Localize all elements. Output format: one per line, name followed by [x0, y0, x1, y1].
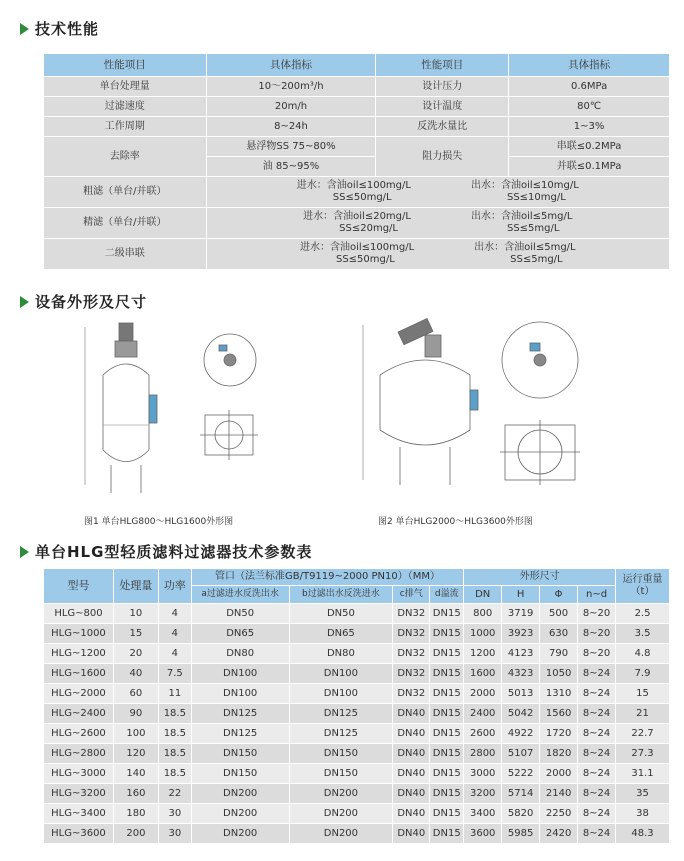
cell: 790	[540, 644, 578, 664]
cell: 3.5	[616, 624, 670, 644]
cell: DN100	[191, 684, 289, 704]
cell: DN200	[289, 804, 393, 824]
cell: 20	[113, 644, 158, 664]
cell: DN15	[430, 704, 464, 724]
cell: 3719	[502, 604, 540, 624]
table-row	[44, 784, 670, 804]
perf-header: 具体指标	[509, 54, 670, 77]
cell: 5222	[502, 764, 540, 784]
cell: HLG~3000	[44, 764, 114, 784]
cell: 2000	[464, 684, 502, 704]
cell: 4123	[502, 644, 540, 664]
cell: DN15	[430, 664, 464, 684]
cell: 8~24	[578, 744, 616, 764]
cell: DN100	[289, 684, 393, 704]
cell: DN15	[430, 624, 464, 644]
cell: 11	[158, 684, 191, 704]
cell: DN40	[393, 824, 430, 844]
cell: DN15	[430, 824, 464, 844]
section-title-dimensions	[20, 291, 147, 312]
cell: 8~24	[578, 784, 616, 804]
perf-header: 具体指标	[206, 54, 376, 77]
perf-header: 性能项目	[44, 54, 207, 77]
spec-subheader: H	[502, 586, 540, 604]
table-row	[44, 208, 670, 239]
cell: 1200	[464, 644, 502, 664]
outflow-text: 出水：含油oil≤10mg/L	[470, 180, 579, 191]
cell: HLG~3600	[44, 824, 114, 844]
inflow-text: SS≤50mg/L	[335, 254, 395, 265]
cell: DN40	[393, 784, 430, 804]
table-row	[44, 724, 670, 744]
table-row	[44, 137, 670, 157]
cell	[206, 239, 669, 270]
cell: DN200	[191, 824, 289, 844]
cell: 3400	[464, 804, 502, 824]
cell: 8~20	[578, 624, 616, 644]
section-title-spec	[20, 541, 312, 562]
cell: 3200	[464, 784, 502, 804]
table-row	[44, 684, 670, 704]
cell: HLG~2000	[44, 684, 114, 704]
inflow-text: SS≤50mg/L	[332, 192, 392, 203]
spec-header-dims: 外形尺寸	[464, 569, 616, 586]
cell: DN125	[191, 724, 289, 744]
spec-subheader: b过滤出水反洗进水	[289, 586, 393, 604]
inflow-text: 进水：含油oil≤100mg/L	[299, 242, 415, 253]
triangle-bullet-icon	[20, 23, 29, 35]
cell: 4	[158, 644, 191, 664]
cell: 3000	[464, 764, 502, 784]
cell: 2420	[540, 824, 578, 844]
cell: 140	[113, 764, 158, 784]
cell: 8~20	[578, 604, 616, 624]
cell: 3600	[464, 824, 502, 844]
cell: DN40	[393, 764, 430, 784]
spec-subheader: d溢流	[430, 586, 464, 604]
outflow-text: SS≤5mg/L	[510, 254, 563, 265]
cell: 1000	[464, 624, 502, 644]
section-title-text: 技术性能	[35, 20, 100, 38]
cell: 粗滤（单台/并联）	[44, 177, 207, 208]
cell: DN50	[289, 604, 393, 624]
cell: 4	[158, 604, 191, 624]
cell: DN40	[393, 744, 430, 764]
cell: DN65	[289, 624, 393, 644]
cell: 180	[113, 804, 158, 824]
cell: DN150	[191, 764, 289, 784]
cell: 2140	[540, 784, 578, 804]
cell: 油 85~95%	[206, 157, 376, 177]
cell: 800	[464, 604, 502, 624]
cell: HLG~1000	[44, 624, 114, 644]
cell: 100	[113, 724, 158, 744]
cell: 30	[158, 804, 191, 824]
cell: DN150	[289, 744, 393, 764]
table-row	[44, 744, 670, 764]
cell: 过滤速度	[44, 97, 207, 117]
cell: 8~24	[578, 724, 616, 744]
cell: 35	[616, 784, 670, 804]
cell: DN32	[393, 664, 430, 684]
cell: 160	[113, 784, 158, 804]
cell: 200	[113, 824, 158, 844]
table-row	[44, 604, 670, 624]
cell: 8~24h	[206, 117, 376, 137]
outflow-text: SS≤10mg/L	[506, 192, 566, 203]
outflow-text: SS≤5mg/L	[506, 223, 560, 234]
cell: 500	[540, 604, 578, 624]
table-row	[44, 624, 670, 644]
cell: HLG~3200	[44, 784, 114, 804]
spec-subheader: n~d	[578, 586, 616, 604]
cell: HLG~2400	[44, 704, 114, 724]
cell: 5985	[502, 824, 540, 844]
table-row	[44, 239, 670, 270]
table-row	[44, 664, 670, 684]
cell: 4.8	[616, 644, 670, 664]
cell: 90	[113, 704, 158, 724]
cell: 18.5	[158, 744, 191, 764]
cell: DN15	[430, 744, 464, 764]
cell: DN200	[191, 784, 289, 804]
figure2-tank-drawing	[355, 315, 605, 505]
section-title-text: 单台HLG型轻质滤料过滤器技术参数表	[35, 543, 313, 561]
cell: 4	[158, 624, 191, 644]
inflow-text: 进水：含油oil≤20mg/L	[303, 211, 411, 222]
cell: 设计温度	[376, 97, 509, 117]
cell: DN15	[430, 764, 464, 784]
cell: 18.5	[158, 704, 191, 724]
cell: DN200	[191, 804, 289, 824]
cell: DN150	[289, 764, 393, 784]
cell: 8~24	[578, 664, 616, 684]
cell: 1820	[540, 744, 578, 764]
cell: 1050	[540, 664, 578, 684]
outflow-text: 出水：含油oil≤5mg/L	[474, 242, 576, 253]
cell: 1~3%	[509, 117, 670, 137]
cell: 5013	[502, 684, 540, 704]
table-row	[44, 77, 670, 97]
cell: 精滤（单台/并联）	[44, 208, 207, 239]
table-row	[44, 764, 670, 784]
cell: 7.9	[616, 664, 670, 684]
cell: 3923	[502, 624, 540, 644]
cell: 2400	[464, 704, 502, 724]
figure2-caption: 图2 单台HLG2000～HLG3600外形图	[378, 517, 533, 527]
cell: 120	[113, 744, 158, 764]
cell: DN125	[191, 704, 289, 724]
cell: 1310	[540, 684, 578, 704]
cell: 2250	[540, 804, 578, 824]
table-row	[44, 177, 670, 208]
cell: DN40	[393, 724, 430, 744]
spec-header-weight: 运行重量（t）	[616, 569, 670, 604]
cell: DN15	[430, 724, 464, 744]
cell: 2.5	[616, 604, 670, 624]
cell: 4323	[502, 664, 540, 684]
table-row	[44, 804, 670, 824]
cell: DN32	[393, 604, 430, 624]
outflow-text: 出水：含油oil≤5mg/L	[470, 211, 573, 222]
cell: 20m/h	[206, 97, 376, 117]
cell: 48.3	[616, 824, 670, 844]
cell: 10	[113, 604, 158, 624]
cell: DN65	[191, 624, 289, 644]
cell: 27.3	[616, 744, 670, 764]
cell: 5107	[502, 744, 540, 764]
cell: 8~24	[578, 684, 616, 704]
cell: 7.5	[158, 664, 191, 684]
cell: DN200	[289, 824, 393, 844]
cell: 悬浮物SS 75~80%	[206, 137, 376, 157]
triangle-bullet-icon	[20, 546, 29, 558]
cell: 10～200m³/h	[206, 77, 376, 97]
cell: 80℃	[509, 97, 670, 117]
cell: 串联≤0.2MPa	[509, 137, 670, 157]
cell: 1560	[540, 704, 578, 724]
spec-subheader: a过滤进水反洗出水	[191, 586, 289, 604]
cell: HLG~3400	[44, 804, 114, 824]
cell: 2800	[464, 744, 502, 764]
cell: HLG~2600	[44, 724, 114, 744]
cell: 30	[158, 824, 191, 844]
cell: 设计压力	[376, 77, 509, 97]
cell: 单台处理量	[44, 77, 207, 97]
spec-subheader: DN	[464, 586, 502, 604]
cell: 并联≤0.1MPa	[509, 157, 670, 177]
spec-subheader: c排气	[393, 586, 430, 604]
cell: 5714	[502, 784, 540, 804]
cell: HLG~1200	[44, 644, 114, 664]
cell: DN15	[430, 684, 464, 704]
section-title-performance	[20, 18, 99, 39]
cell: HLG~800	[44, 604, 114, 624]
cell: 去除率	[44, 137, 207, 177]
cell: 31.1	[616, 764, 670, 784]
cell: 18.5	[158, 764, 191, 784]
cell: DN40	[393, 704, 430, 724]
cell: 二级串联	[44, 239, 207, 270]
table-row	[44, 644, 670, 664]
cell: DN15	[430, 784, 464, 804]
cell: 22.7	[616, 724, 670, 744]
cell: DN80	[191, 644, 289, 664]
spec-subheader: Φ	[540, 586, 578, 604]
cell	[206, 208, 669, 239]
table-row	[44, 97, 670, 117]
cell: DN32	[393, 684, 430, 704]
cell: 15	[113, 624, 158, 644]
cell: 1600	[464, 664, 502, 684]
table-row	[44, 704, 670, 724]
figure1-tank-drawing	[75, 315, 280, 505]
cell: DN100	[191, 664, 289, 684]
cell: 0.6MPa	[509, 77, 670, 97]
cell	[206, 177, 669, 208]
cell: DN150	[191, 744, 289, 764]
cell: 8~24	[578, 824, 616, 844]
cell: DN15	[430, 644, 464, 664]
section-title-text: 设备外形及尺寸	[35, 293, 148, 311]
cell: DN125	[289, 724, 393, 744]
spec-header-flow: 处理量	[113, 569, 158, 604]
cell: DN100	[289, 664, 393, 684]
cell: 630	[540, 624, 578, 644]
inflow-text: 进水：含油oil≤100mg/L	[296, 180, 411, 191]
cell: DN32	[393, 624, 430, 644]
cell: 8~24	[578, 804, 616, 824]
cell: DN40	[393, 804, 430, 824]
cell: 1720	[540, 724, 578, 744]
cell: 5042	[502, 704, 540, 724]
cell: DN15	[430, 604, 464, 624]
cell: DN32	[393, 644, 430, 664]
perf-header: 性能项目	[376, 54, 509, 77]
cell: DN50	[191, 604, 289, 624]
cell: 38	[616, 804, 670, 824]
cell: DN125	[289, 704, 393, 724]
inflow-text: SS≤20mg/L	[339, 223, 398, 234]
figure1-caption: 图1 单台HLG800～HLG1600外形图	[84, 517, 234, 527]
cell: 阻力损失	[376, 137, 509, 177]
cell: 18.5	[158, 724, 191, 744]
cell: 15	[616, 684, 670, 704]
cell: DN80	[289, 644, 393, 664]
spec-header-power: 功率	[158, 569, 191, 604]
cell: DN15	[430, 804, 464, 824]
table-row	[44, 824, 670, 844]
triangle-bullet-icon	[20, 296, 29, 308]
cell: 工作周期	[44, 117, 207, 137]
table-row	[44, 117, 670, 137]
cell: 60	[113, 684, 158, 704]
cell: DN200	[289, 784, 393, 804]
performance-table	[43, 53, 670, 270]
cell: 5820	[502, 804, 540, 824]
cell: 8~20	[578, 644, 616, 664]
spec-header-pipe: 管口（法兰标准GB/T9119~2000 PN10）（MM）	[191, 569, 463, 586]
cell: 4922	[502, 724, 540, 744]
cell: 22	[158, 784, 191, 804]
cell: 反洗水量比	[376, 117, 509, 137]
cell: HLG~2800	[44, 744, 114, 764]
cell: 21	[616, 704, 670, 724]
cell: 2000	[540, 764, 578, 784]
cell: 8~24	[578, 764, 616, 784]
cell: 2600	[464, 724, 502, 744]
spec-table	[43, 568, 670, 844]
cell: HLG~1600	[44, 664, 114, 684]
cell: 8~24	[578, 704, 616, 724]
spec-header-model: 型号	[44, 569, 114, 604]
cell: 40	[113, 664, 158, 684]
